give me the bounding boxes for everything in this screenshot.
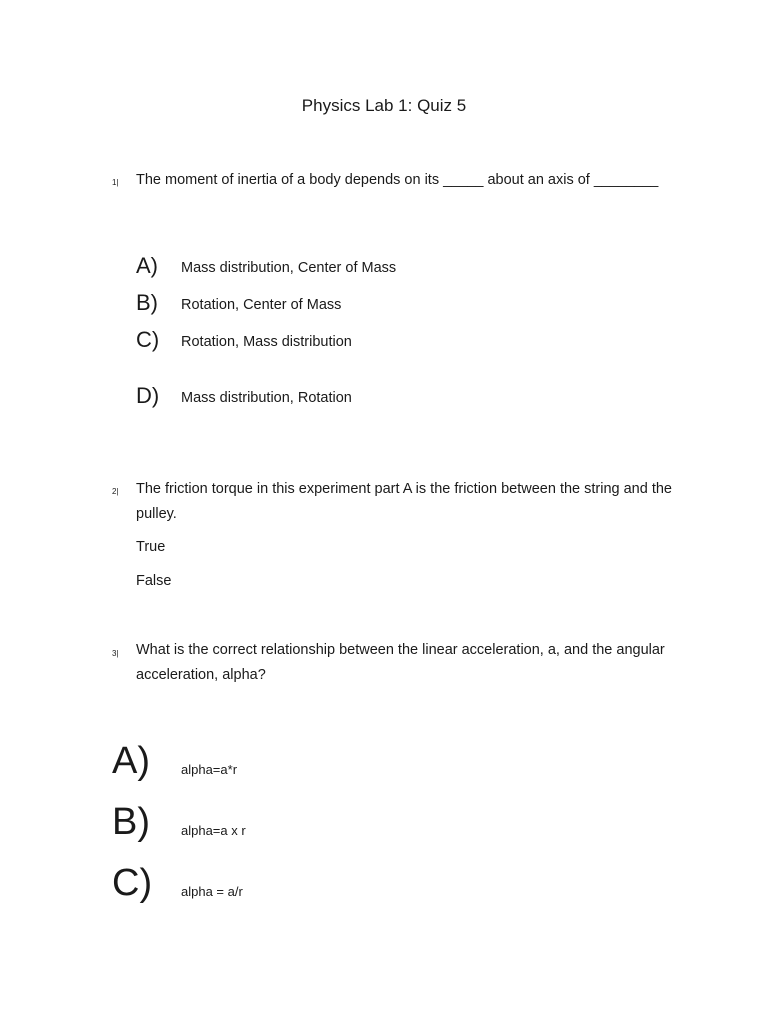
option-letter: C) [136, 327, 160, 352]
option-text: Mass distribution, Center of Mass [181, 260, 397, 276]
option-letter: B) [136, 290, 158, 315]
question-text: The friction torque in this experiment part A is the friction between the string and the pulley. [136, 481, 672, 522]
question-number: 1| [112, 178, 119, 187]
option-text: alpha = a/r [181, 884, 243, 899]
page-title: Physics Lab 1: Quiz 5 [301, 96, 467, 115]
option-letter: C) [112, 862, 153, 904]
question-text: The moment of inertia of a body depends on its _____ about an axis of ________ [136, 172, 659, 188]
option-true: True [136, 539, 166, 555]
option-letter: B) [112, 801, 150, 843]
option-text: Mass distribution, Rotation [181, 390, 352, 406]
question-number: 2| [112, 487, 119, 496]
option-text: alpha=a*r [181, 762, 238, 777]
option-text: alpha=a x r [181, 823, 246, 838]
option-letter: A) [136, 253, 158, 278]
option-letter: A) [112, 740, 150, 782]
option-text: Rotation, Center of Mass [181, 297, 342, 313]
option-letter: D) [136, 383, 160, 408]
question-number: 3| [112, 649, 119, 658]
option-text: Rotation, Mass distribution [181, 334, 352, 350]
option-false: False [136, 573, 172, 589]
question-text: What is the correct relationship between the linear acceleration, a, and the angular acceleration, alpha? [136, 642, 665, 683]
